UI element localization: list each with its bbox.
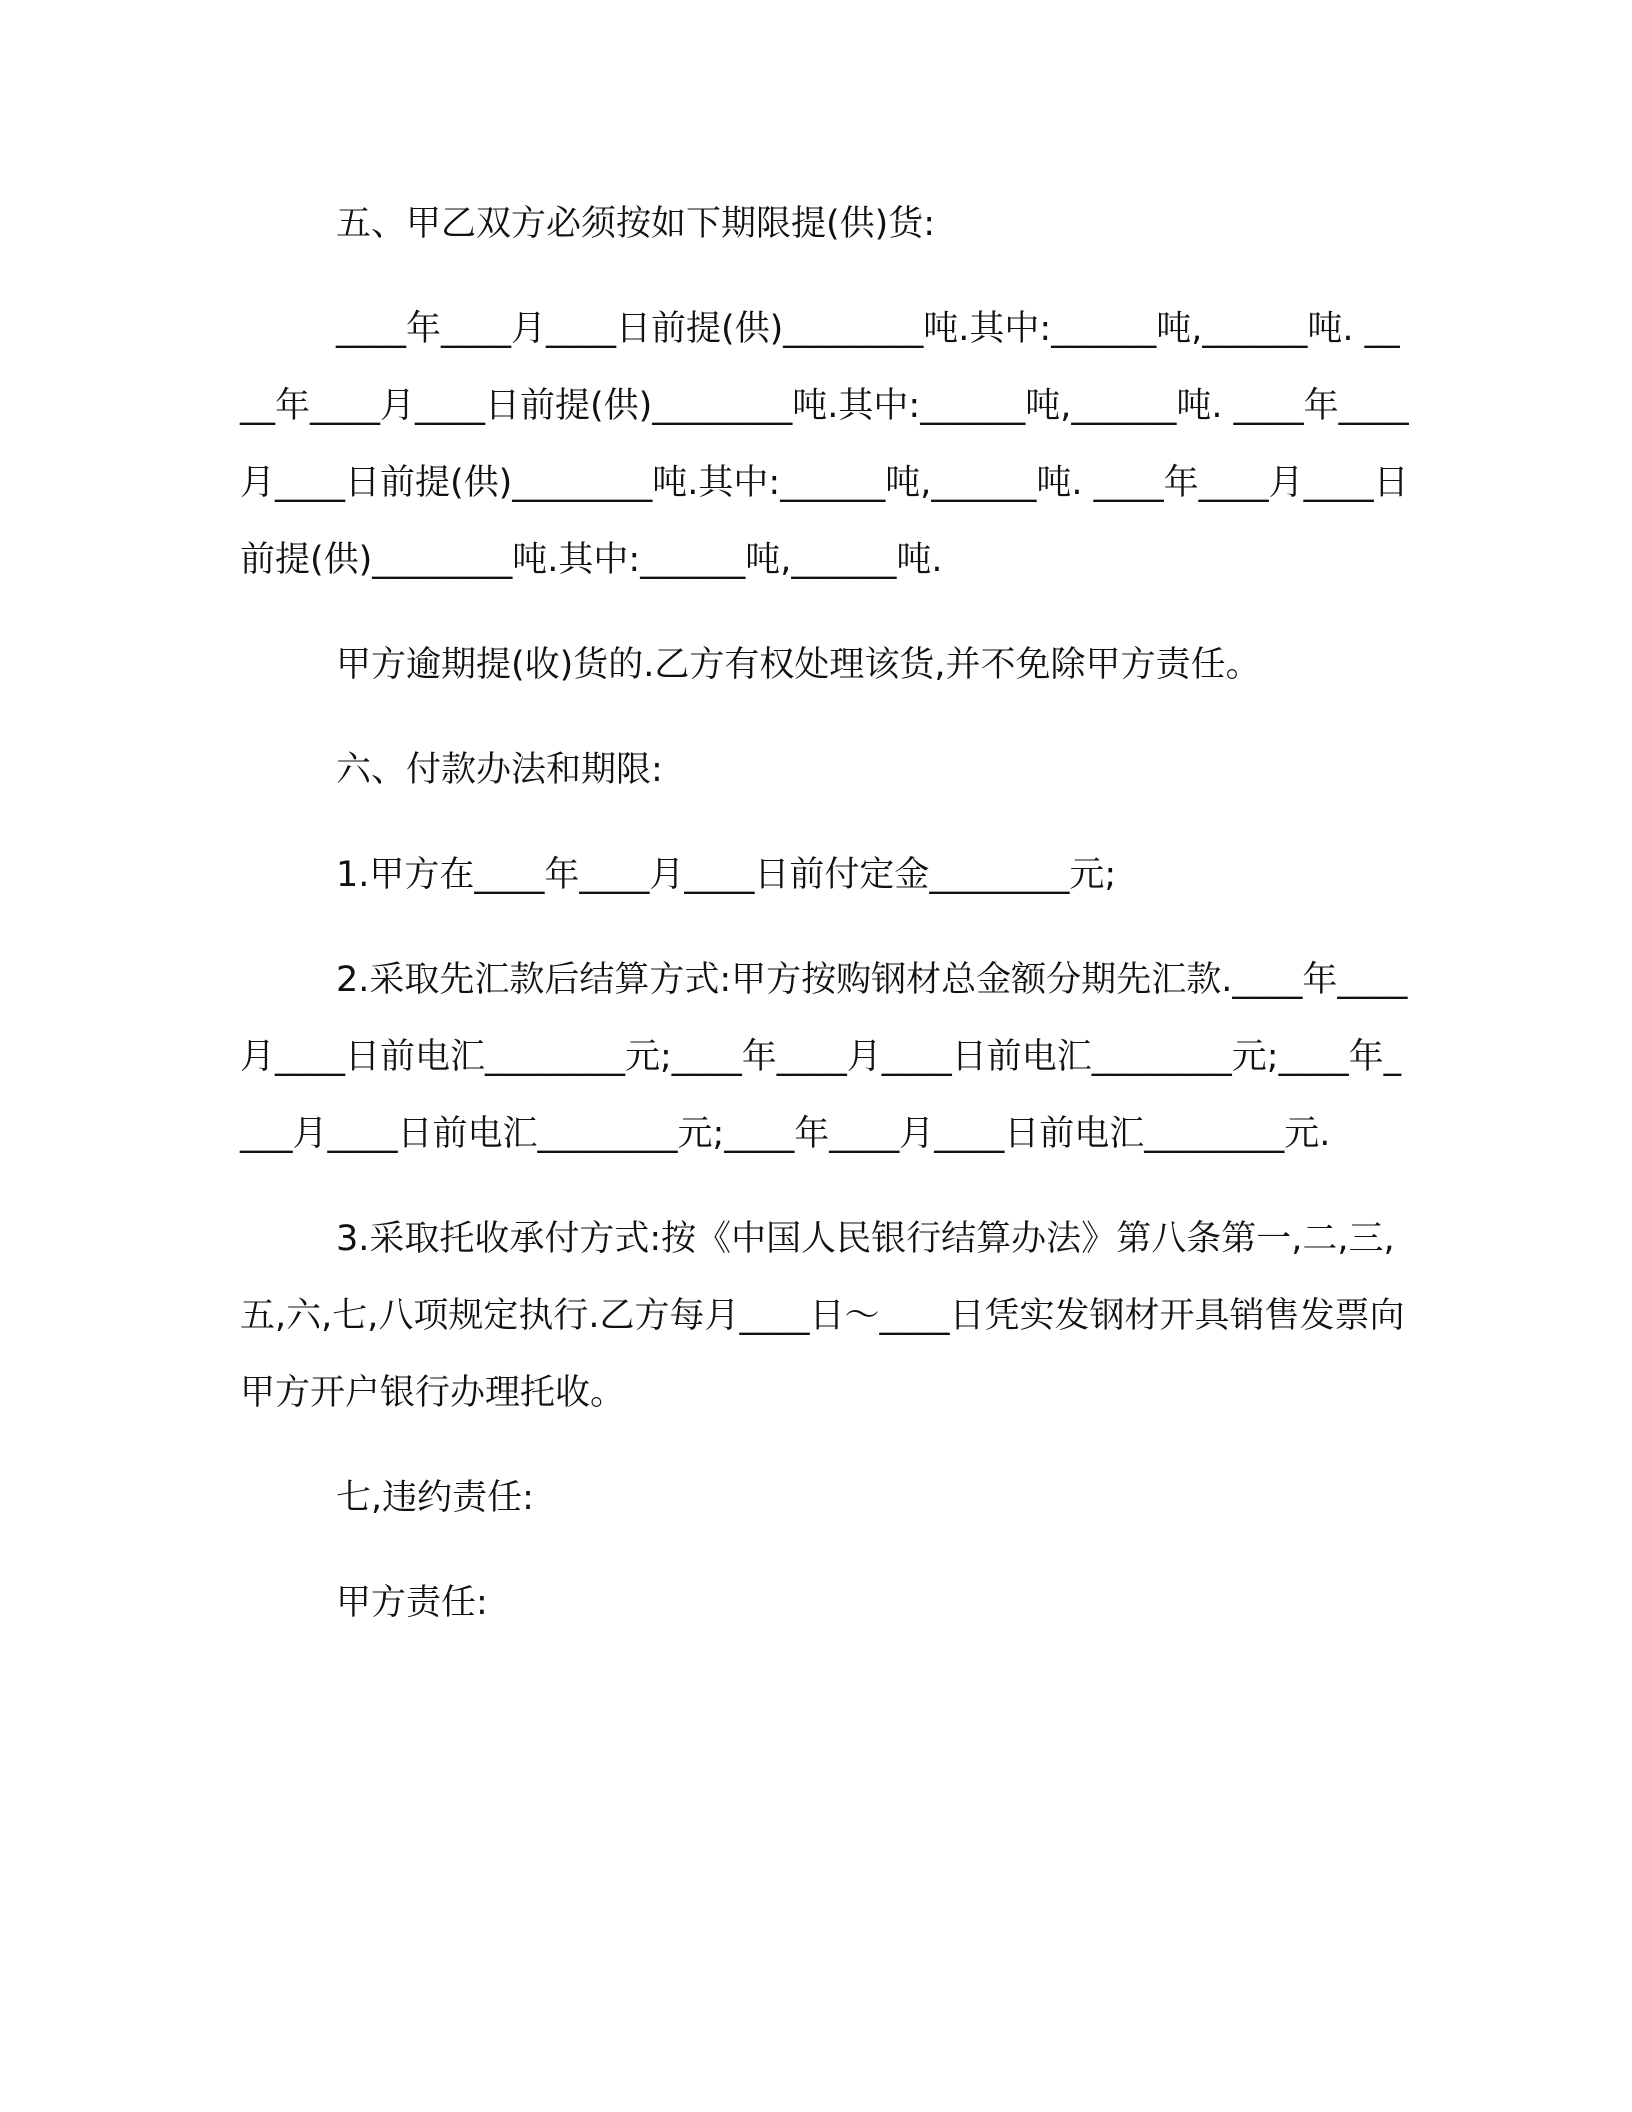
section-five-heading: 五、甲乙双方必须按如下期限提(供)货: [336, 204, 936, 244]
collection-clause: 3.采取托收承付方式:按《中国人民银行结算办法》第八条第一,二,三,五,六,七,八项规定执行.乙方每月____日～____日凭实发钢材开具销售发票向甲方开户银行办理托收。 [240, 1219, 1405, 1413]
party-a-responsibility-heading: 甲方责任: [336, 1583, 488, 1623]
document-body [240, 186, 1410, 1670]
section-six-heading: 六、付款办法和期限: [336, 750, 663, 790]
late-pickup-clause: 甲方逾期提(收)货的.乙方有权处理该货,并不免除甲方责任。 [336, 645, 1261, 685]
remittance-clause: 2.采取先汇款后结算方式:甲方按购钢材总金额分期先汇款.____年____月____日前电汇________元;____年____月____日前电汇________元;____年____月____日前电汇________元;____年____月____日前电汇________元. [240, 960, 1408, 1154]
deposit-clause: 1.甲方在____年____月____日前付定金________元; [336, 855, 1117, 895]
delivery-schedule-paragraph: ____年____月____日前提(供)________吨.其中:______吨,______吨. ____年____月____日前提(供)________吨.其中:______吨,______吨. ____年____月____日前提(供)________吨.其中:______吨,______吨. ____年____月____日前提(供)________吨.其中:______吨,______吨. [240, 309, 1409, 580]
section-seven-heading: 七,违约责任: [336, 1478, 534, 1518]
